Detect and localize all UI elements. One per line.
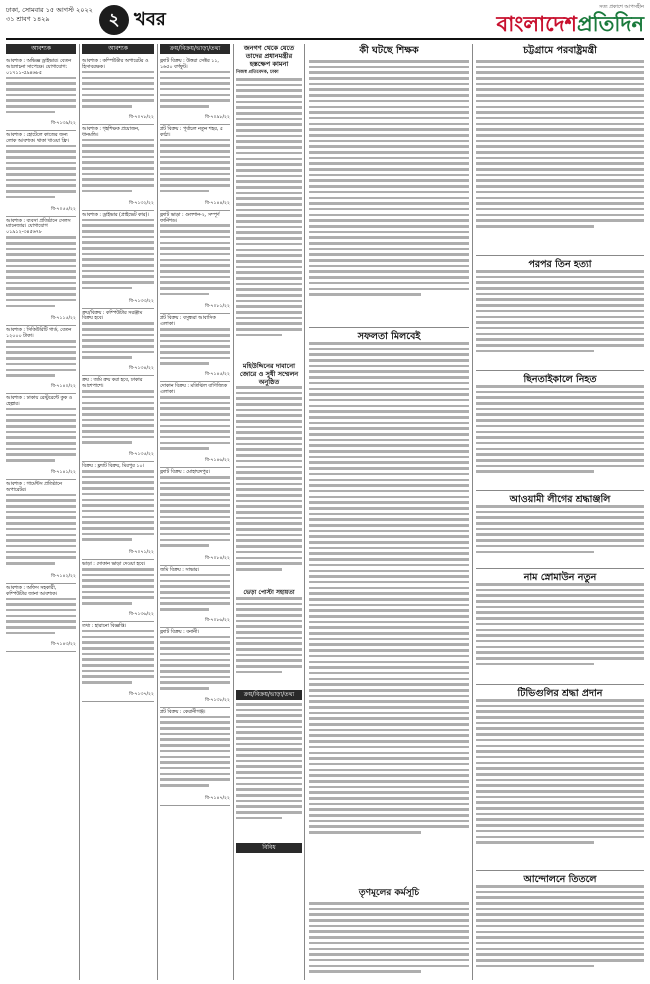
ad-text: ফ্ল্যাট বিক্রয় : উত্তরা সেক্টর ১১, ১৬৫০ বর্গফুট।	[160, 59, 219, 70]
center-story-column	[236, 44, 302, 980]
classified-ad	[82, 560, 154, 622]
divider	[233, 44, 234, 980]
story-headline: কী ঘটছে শিক্ষক	[359, 45, 419, 56]
story-tribute	[476, 682, 644, 700]
ad-body	[160, 396, 230, 456]
ad-list-2	[82, 57, 154, 702]
ad-body	[6, 408, 76, 468]
classified-ad	[160, 566, 230, 628]
classified-ad	[160, 57, 230, 125]
story-body	[476, 60, 644, 250]
classified-ad	[160, 628, 230, 708]
ad-text: প্লট বিক্রয় : পূর্বাচল নতুন শহর, ৫ কাঠা।	[160, 126, 223, 138]
ad-body	[6, 494, 76, 572]
ad-text: ফ্ল্যাট বিক্রয় : মোহাম্মদপুর।	[160, 470, 210, 476]
story-headline: আন্দোলনে তিতলে	[523, 874, 597, 885]
category-heading: বিবিধ	[236, 843, 302, 853]
story-headline: আওয়ামী লীগের শ্রদ্ধাঞ্জলি	[509, 494, 611, 505]
ad-reference: বি-৭১৩২/২২	[129, 200, 154, 206]
ad-reference: বি-৭১৪৬/২২	[205, 458, 230, 464]
ad-body	[6, 77, 76, 119]
center-headline-1: জনগণ থেকে যেতে তাদের প্রধানমন্ত্রীর হস্তক্ষেপ কামনা	[243, 44, 295, 68]
divider	[472, 44, 473, 980]
ad-reference: বি-৭১৪২/২২	[51, 573, 76, 579]
story-headline: সফলতা মিলবেই	[357, 331, 421, 342]
ad-text: আবশ্যক : কম্পিউটার অপারেটর ও হিসাবরক্ষক।	[82, 59, 149, 70]
center-story-body-3	[236, 597, 302, 687]
ad-text: আবশ্যক : ব্যবসা প্রতিষ্ঠানে সেলস ম্যানেজার। যোগাযোগ ০১৯১২-৩৪৫৬৭৮	[6, 218, 71, 236]
ad-reference: বি-৭১৩৫/২২	[129, 452, 154, 458]
ad-reference: বি-৭০৯৮/২২	[205, 114, 230, 120]
issue-date	[6, 6, 96, 24]
ad-text: ক্রয়/বিক্রয় : কম্পিউটার সরঞ্জাম বিক্রয় হবে।	[82, 310, 143, 322]
classified-column-1	[6, 44, 76, 980]
ad-text: প্লট বিক্রয় : কেরানীগঞ্জ।	[160, 709, 206, 715]
ad-reference: বি-৭১৩৭/২২	[129, 691, 154, 697]
story-body	[476, 885, 644, 980]
story-body	[309, 902, 469, 980]
story-body	[476, 505, 644, 563]
ad-reference: বি-৭১৪১/২২	[51, 469, 76, 475]
ad-body	[160, 139, 230, 199]
ad-body	[82, 71, 154, 113]
center-story-body	[236, 78, 302, 358]
brand-tagline: সত্য প্রকাশে আপসহীন	[599, 4, 644, 10]
story-body	[309, 342, 469, 882]
story-body	[476, 699, 644, 864]
ad-text: আবশ্যক : ঢাকায় রেস্টুরেন্টে কুক ও হেল্পার।	[6, 396, 73, 407]
ad-reference: বি-৭০৮৬/২২	[205, 617, 230, 623]
ad-reference: বি-৭০৭৮/২২	[129, 114, 154, 120]
ad-reference: বি-৭১৪৩/২২	[51, 641, 76, 647]
page-number-badge: ২	[99, 5, 129, 35]
divider	[304, 44, 305, 980]
story-headline: নাম স্নোমাউন নতুন	[523, 572, 597, 583]
ad-body	[160, 328, 230, 370]
classified-ad	[82, 125, 154, 211]
ad-text: ভাড়া : দোকান ভাড়া দেওয়া হবে।	[82, 562, 146, 568]
ad-body	[160, 71, 230, 113]
ad-body	[82, 139, 154, 199]
category-heading: আবশ্যক	[82, 44, 154, 54]
ad-reference: বি-৭১৩৪/২২	[129, 366, 154, 372]
classified-ad	[160, 314, 230, 382]
brand-logo	[497, 4, 644, 37]
classified-ad	[6, 394, 76, 480]
ad-body	[6, 340, 76, 382]
ad-body	[6, 598, 76, 640]
classified-ad	[160, 382, 230, 468]
brand-red: বাংলাদেশ	[496, 12, 577, 36]
ad-text: তথ্য : হারানো বিজ্ঞপ্তি।	[82, 623, 127, 629]
story-body	[309, 60, 469, 320]
story-name	[476, 566, 644, 584]
classified-column-3	[160, 44, 230, 980]
classified-ad	[82, 376, 154, 462]
classified-ad	[82, 211, 154, 309]
ad-text: ফ্ল্যাট বিক্রয় : বনানী।	[160, 629, 200, 635]
story-ctg	[476, 44, 644, 57]
ad-body	[82, 322, 154, 364]
divider	[157, 44, 158, 980]
story-body	[476, 385, 644, 485]
ad-reference: বি-৭১৩৯/২২	[51, 120, 76, 126]
story-teacher	[309, 44, 469, 57]
masthead	[6, 4, 644, 40]
classified-ad	[82, 462, 154, 560]
ad-reference: বি-৭১১৫/২২	[51, 316, 76, 322]
ad-text: আবশ্যক : অফিস সহকারী, কম্পিউটার জানা আবশ্যক।	[6, 585, 58, 597]
category-heading: ক্রয়/বিক্রয়/ভাড়া/তথ্য	[236, 690, 302, 700]
story-snatching	[476, 368, 644, 386]
classified-ad	[82, 57, 154, 125]
ad-body	[6, 145, 76, 205]
ad-body	[160, 716, 230, 794]
ad-text: আবশ্যক : হোটেলে কাজের জন্য লোক আবশ্যক। থাকা খাওয়া ফ্রি।	[6, 132, 69, 144]
ad-text: আবশ্যক : ড্রাইভার (প্রাইভেট কার)।	[82, 212, 149, 218]
ad-reference: বি-৭১৪৭/২২	[205, 795, 230, 801]
ad-text: আবশ্যক : গার্মেন্টস প্রতিষ্ঠানে অপারেটর।	[6, 481, 62, 493]
classified-ad	[160, 211, 230, 315]
ad-body	[82, 390, 154, 450]
brand-green: প্রতিদিন	[576, 12, 644, 36]
classified-ad	[6, 584, 76, 652]
classified-ad	[6, 57, 76, 131]
center-story-body-2	[236, 386, 302, 586]
ad-list-1	[6, 57, 76, 652]
center-headline-3: ভেড়া পোস্টা সহায়তা	[243, 588, 295, 596]
ad-body	[160, 574, 230, 616]
ad-reference: বি-৭১৪৫/২২	[205, 372, 230, 378]
ad-body	[82, 630, 154, 690]
center-headline-2: মহিউদ্দিনের দাবানো জোরে ও সুধী সম্মেলন অনুষ্ঠিত	[239, 361, 299, 386]
ad-reference: বি-৭০৭১/২২	[129, 550, 154, 556]
category-heading: ক্রয়/বিক্রয়/ভাড়া/তথ্য	[160, 44, 230, 54]
ad-body	[160, 636, 230, 696]
ad-list-3	[160, 57, 230, 806]
classified-ad	[82, 309, 154, 377]
classified-ad	[6, 480, 76, 584]
story-success	[309, 325, 469, 343]
brand-wordmark	[497, 12, 644, 37]
ad-text: প্লট বিক্রয় : বসুন্ধরা আবাসিক এলাকা।	[160, 316, 216, 328]
ad-reference: বি-৭০৮৪/২২	[205, 555, 230, 561]
ad-text: আবশ্যক : গৃহশিক্ষক প্রয়োজন, ধানমন্ডি।	[82, 126, 140, 138]
category-heading: আবশ্যক	[6, 44, 76, 54]
divider	[79, 44, 80, 980]
issue-date-gregorian: ঢাকা, সোমবার ১৫ আগস্ট ২০২২	[6, 6, 93, 14]
ad-reference: বি-৭১৪৪/২২	[205, 200, 230, 206]
classified-ad	[160, 468, 230, 566]
story-headline: টিভিগুলির শ্রদ্ধা প্রদান	[517, 688, 603, 699]
classified-ad	[6, 326, 76, 394]
ad-body	[160, 224, 230, 302]
ad-reference: বি-৭১৪০/২২	[51, 384, 76, 390]
story-body	[476, 583, 644, 678]
story-headline: চট্টগ্রামে পরবাষ্ট্রমন্ত্রী	[523, 45, 597, 56]
ad-body	[6, 236, 76, 314]
ad-text: জমি বিক্রয় : সাভার।	[160, 567, 200, 573]
classified-ad	[82, 622, 154, 702]
ad-reference: বি-৭১৩৩/২২	[129, 298, 154, 304]
ad-text: আবশ্যক : অভিজ্ঞ ড্রাইভার। বেতন আলোচনা সাপেক্ষে। যোগাযোগ: ০১৭১১-৫৯৪৬৮৫	[6, 59, 72, 76]
classified-ad	[6, 217, 76, 327]
story-body	[476, 270, 644, 365]
story-headline: পরপর তিন হত্যা	[528, 259, 592, 270]
story-movement	[476, 868, 644, 886]
ad-body	[160, 476, 230, 554]
classified-block	[236, 703, 302, 843]
ad-reference: বি-৭১৩৮/২২	[205, 697, 230, 703]
classified-ad	[160, 125, 230, 211]
ad-body	[82, 568, 154, 610]
classified-ad	[6, 131, 76, 217]
classified-column-2	[82, 44, 154, 980]
story-awami	[476, 488, 644, 506]
section-title: খবর	[134, 9, 166, 30]
classified-ad	[160, 708, 230, 806]
ad-text: বিক্রয় : ফ্ল্যাট বিক্রয়, মিরপুর ১০।	[82, 464, 145, 470]
ad-reference: বি-৭০৫৫/২২	[51, 206, 76, 212]
ad-text: দোকান বিক্রয় : মতিঝিল বাণিজ্যিক এলাকা।	[160, 384, 228, 396]
issue-date-bangla: ৩১ শ্রাবণ ১৪২৯	[6, 15, 50, 23]
ad-reference: বি-৭১৩৬/২২	[129, 611, 154, 617]
story-headline: তৃণমূলের কর্মসূচি	[358, 888, 420, 898]
ad-reference: বি-৭০৮১/২২	[205, 304, 230, 310]
ad-text: ফ্ল্যাট ভাড়া : গুলশান-২, সম্পূর্ণ ফার্নিশড।	[160, 212, 220, 224]
ad-body	[82, 219, 154, 297]
center-byline: নিজস্ব প্রতিবেদক, ঢাকা	[236, 70, 279, 75]
ad-body	[82, 470, 154, 548]
story-headline: ছিনতাইকালে নিহত	[523, 374, 597, 385]
story-triple-murder	[476, 253, 644, 271]
ad-text: আবশ্যক : সিকিউরিটি গার্ড, বেতন ১২০০০ টাকা।	[6, 328, 72, 340]
ad-text: ক্রয় : জমি ক্রয় করা হবে, ঢাকার আশেপাশে।	[82, 378, 143, 390]
